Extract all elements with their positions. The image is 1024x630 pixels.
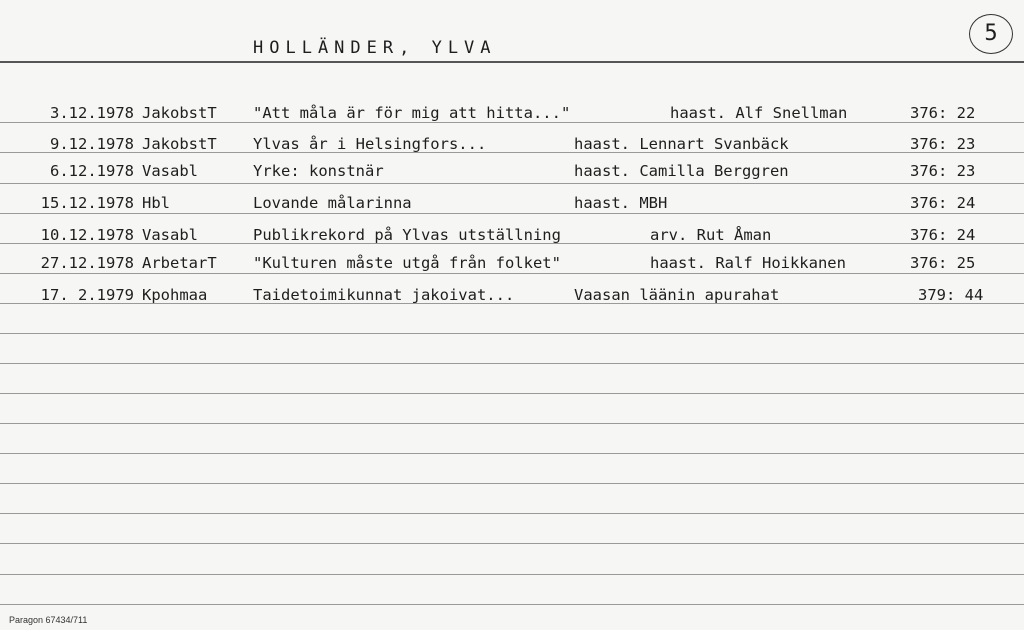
ruled-line [0, 453, 1024, 454]
entry-newspaper: Vasabl [142, 162, 198, 180]
ruled-line [0, 483, 1024, 484]
entry-newspaper: Hbl [142, 194, 170, 212]
ruled-line [0, 574, 1024, 575]
entry-credit: haast. Lennart Svanbäck [574, 135, 789, 153]
entry-title: Taidetoimikunnat jakoivat... [253, 286, 515, 304]
entry-row [0, 161, 1024, 183]
entry-title: "Att måla är för mig att hitta..." [253, 104, 571, 122]
entry-newspaper: ArbetarT [142, 254, 217, 272]
entry-row [0, 253, 1024, 275]
entry-credit: haast. Alf Snellman [670, 104, 848, 122]
entry-reference: 376: 24 [910, 226, 976, 244]
entry-date: 17. 2.1979 [40, 286, 134, 304]
card-print-code: Paragon 67434/711 [9, 615, 88, 625]
entry-title: Publikrekord på Ylvas utställning [253, 226, 561, 244]
entry-date: 6.12.1978 [50, 162, 134, 180]
ruled-line [0, 183, 1024, 184]
entry-reference: 376: 23 [910, 162, 976, 180]
entry-date: 27.12.1978 [40, 254, 134, 272]
entry-date: 3.12.1978 [50, 104, 134, 122]
entry-reference: 379: 44 [918, 286, 984, 304]
entry-row [0, 193, 1024, 215]
entry-credit: arv. Rut Åman [650, 226, 772, 244]
entry-newspaper: JakobstT [142, 104, 217, 122]
entry-title: Lovande målarinna [253, 194, 412, 212]
entry-title: Yrke: konstnär [253, 162, 384, 180]
entry-newspaper: Vasabl [142, 226, 198, 244]
entry-row [0, 225, 1024, 247]
entry-reference: 376: 25 [910, 254, 976, 272]
ruled-line [0, 543, 1024, 544]
entry-row [0, 285, 1024, 307]
entry-reference: 376: 22 [910, 104, 976, 122]
entry-credit: haast. MBH [574, 194, 668, 212]
header-rule [0, 61, 1024, 63]
entry-date: 10.12.1978 [40, 226, 134, 244]
card-number-circle: 5 [969, 14, 1013, 54]
entry-newspaper: Kpohmaa [142, 286, 208, 304]
entry-newspaper: JakobstT [142, 135, 217, 153]
entry-reference: 376: 24 [910, 194, 976, 212]
card-header-name: HOLLÄNDER, YLVA [253, 38, 497, 58]
entry-title: "Kulturen måste utgå från folket" [253, 254, 561, 272]
entry-row [0, 103, 1024, 125]
entry-date: 15.12.1978 [40, 194, 134, 212]
ruled-line [0, 604, 1024, 605]
entry-credit: haast. Ralf Hoikkanen [650, 254, 846, 272]
entry-credit: Vaasan läänin apurahat [574, 286, 780, 304]
ruled-line [0, 393, 1024, 394]
entry-date: 9.12.1978 [50, 135, 134, 153]
ruled-line [0, 513, 1024, 514]
entry-reference: 376: 23 [910, 135, 976, 153]
ruled-line [0, 333, 1024, 334]
ruled-line [0, 363, 1024, 364]
entry-credit: haast. Camilla Berggren [574, 162, 789, 180]
entry-title: Ylvas år i Helsingfors... [253, 135, 487, 153]
entry-row [0, 134, 1024, 156]
ruled-line [0, 423, 1024, 424]
